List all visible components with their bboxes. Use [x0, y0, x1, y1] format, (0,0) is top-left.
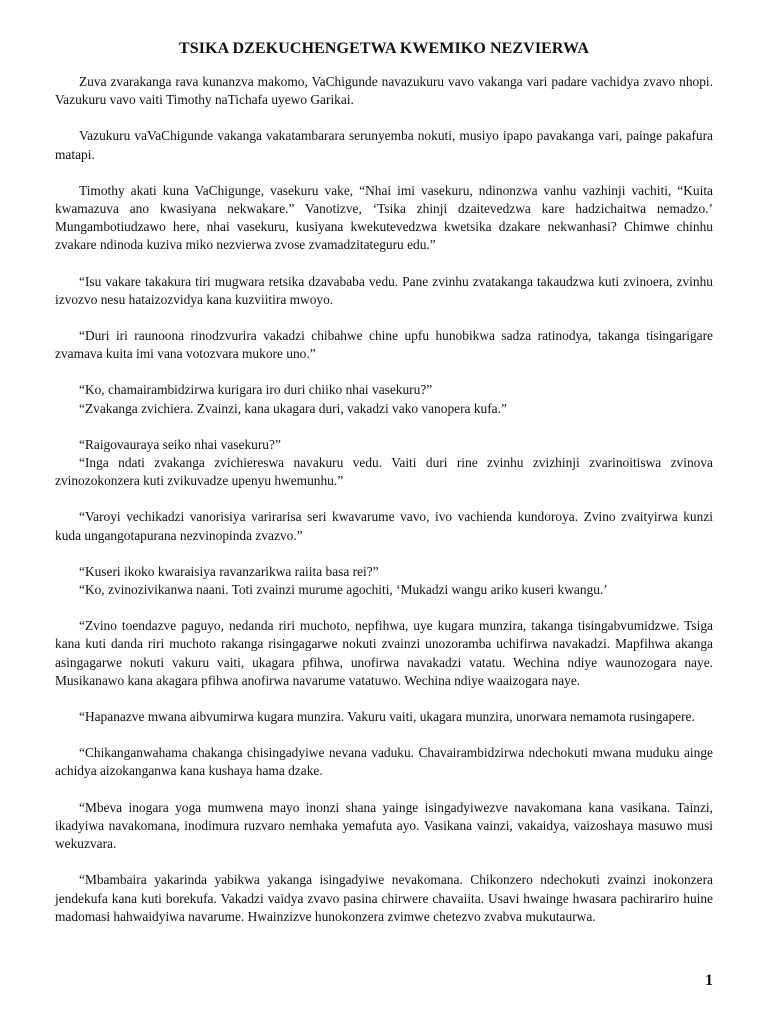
- document-title: TSIKA DZEKUCHENGETWA KWEMIKO NEZVIERWA: [179, 40, 589, 57]
- paragraph-gap: [55, 690, 713, 708]
- paragraph-gap: [55, 363, 713, 381]
- paragraph-2: Vazukuru vaVaChigunde vakanga vakatambarara serunyemba nokuti, musiyo ipapo pavakanga vari, painge pakafura matapi.: [55, 128, 713, 162]
- paragraph-15: “Chikanganwahama chakanga chisingadyiwe nevana vaduku. Chavairambidzirwa ndechokuti mwana muduku ainge achidya aizokanganwa kana kushaya hama dzake.: [55, 745, 713, 779]
- paragraph-gap: [55, 418, 713, 436]
- paragraph-gap: [55, 109, 713, 127]
- paragraph-12: “Ko, zvinozivikanwa naani. Toti zvainzi murume agochiti, ‘Mukadzi wangu ariko kuseri kwangu.’: [79, 582, 608, 598]
- paragraph-8: “Raigovauraya seiko nhai vasekuru?”: [79, 436, 281, 452]
- paragraph-gap: [55, 164, 713, 182]
- paragraph-13: “Zvino toendazve paguyo, nedanda riri muchoto, nepfihwa, uye kugara munzira, takanga tisingabvumidzwe. Tsiga kana kuti danda riri muchoto rakanga risingagarwe nokuti zvainzi unozoramba uchifirwa navakadzi. Mapfihwa akanga asingagarwe nokuti vakuru vaiti, ukagara pfihwa, unofirwa navakadzi vatatu. Wechina ndiye waunozogara naye. Musikanawo kana akagara pfihwa anofirwa navarume vatatuwo. Wechina ndiye waaizogara naye.: [55, 618, 713, 688]
- document-page: [55, 38, 713, 926]
- paragraph-gap: [55, 309, 713, 327]
- paragraph-5: “Duri iri raunoona rinodzvurira vakadzi chibahwe chine upfu hunobikwa sadza ratinodya, takanga tisingarigare zvamava kuita imi vana votozvara mukore uno.”: [55, 328, 713, 362]
- paragraph-gap: [55, 545, 713, 563]
- paragraph-1: Zuva zvarakanga rava kunanzva makomo, VaChigunde navazukuru vavo vakanga vari padare vachidya zvavo nhopi. Vazukuru vavo vaiti Timothy naTichafa uyewo Garikai.: [55, 74, 713, 108]
- paragraph-16: “Mbeva inogara yoga mumwena mayo inonzi shana yainge isingadyiwezve navakomana kana vasikana. Tainzi, ikadyiwa navakomana, inodimura ruzvaro nemhaka yemafuta ayo. Vasikana vainzi, vakaidya, vaizoshaya masuwo musi wekuzvara.: [55, 799, 713, 852]
- paragraph-gap: [55, 255, 713, 273]
- paragraph-14: “Hapanazve mwana aibvumirwa kugara munzira. Vakuru vaiti, ukagara munzira, unorwara nemamota rusingapere.: [79, 709, 695, 725]
- paragraph-6: “Ko, chamairambidzirwa kurigara iro duri chiiko nhai vasekuru?”: [79, 382, 433, 398]
- paragraph-gap: [55, 781, 713, 799]
- page-number: 1: [705, 972, 713, 989]
- paragraph-gap: [55, 599, 713, 617]
- paragraph-17: “Mbambaira yakarinda yabikwa yakanga isingadyiwe nevakomana. Chikonzero ndechokuti zvainzi inokonzera jendekufa kana kuti borekufa. Vakadzi vaidya zvavo pasina chirwere chavaiita. Usavi hwainge hwasara pachirariro huine madomasi hahwaidyiwa navarume. Hwainzizve hunokonzera zvimwe chetezvo zvabva mukutaurwa.: [55, 872, 713, 924]
- paragraph-gap: [55, 853, 713, 871]
- paragraph-11: “Kuseri ikoko kwaraisiya ravanzarikwa raiita basa rei?”: [79, 563, 379, 579]
- paragraph-10: “Varoyi vechikadzi vanorisiya varirarisa seri kwavarume vavo, ivo vachienda kundoroya. Zvino zvaityirwa kunzi kuda ungangotapurana nezvinopinda zvazvo.”: [55, 509, 713, 543]
- paragraph-gap: [55, 490, 713, 508]
- paragraph-4: “Isu vakare takakura tiri mugwara retsika dzavababa vedu. Pane zvinhu zvatakanga takaudzwa kuti zvinoera, zvinhu izvozvo nesu hataizozvidya kana kuzviitira mwoyo.: [55, 273, 713, 307]
- paragraph-3: Timothy akati kuna VaChigunge, vasekuru vake, “Nhai imi vasekuru, ndinonzwa vanhu vazhinji vachiti, “Kuita kwamazuva ano kwasiyana nekwakare.” Vanotizve, ‘Tsika zhinji dzaitevedzwa kare hadzichaitwa nemadzo.’ Mungambotiudzawo here, nhai vasekuru, kusiyana kwekutevedzwa kwetsika dzakare nekwanhasi? Chimwe chinhu zvakare ndinoda kuziva miko nezvierwa zvose zvamadzitateguru edu.”: [55, 182, 713, 253]
- paragraph-7: “Zvakanga zvichiera. Zvainzi, kana ukagara duri, vakadzi vako vanopera kufa.”: [79, 400, 507, 416]
- paragraph-gap: [55, 726, 713, 744]
- paragraph-9: “Inga ndati zvakanga zvichiereswa navakuru vedu. Vaiti duri rine zvinhu zvizhinji zvarinoitiswa zvinova zvinozokonzera kuti zvikuvadze upenyu hwemunhu.”: [55, 455, 713, 489]
